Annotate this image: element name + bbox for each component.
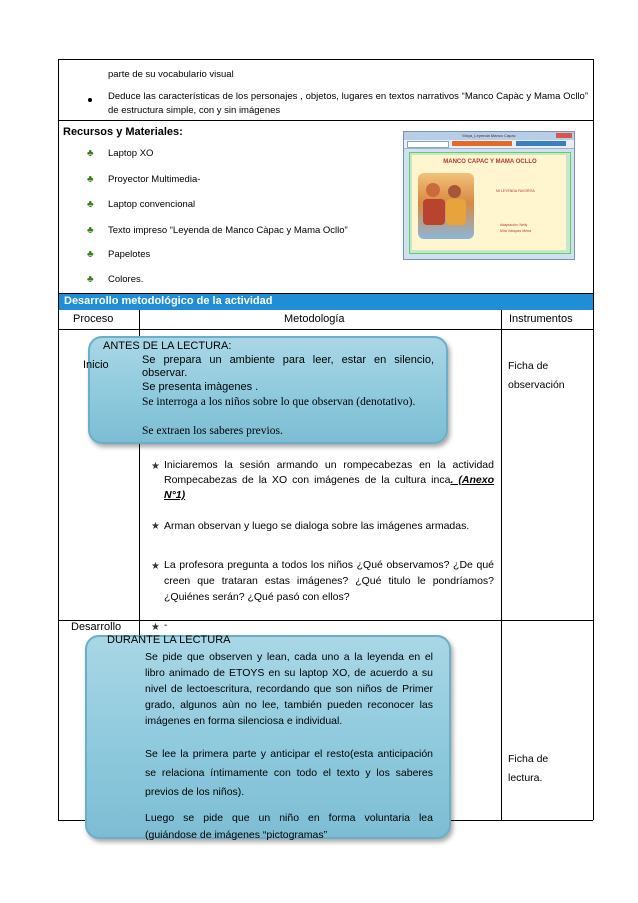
close-icon bbox=[556, 133, 572, 138]
recursos-title: Recursos y Materiales: bbox=[63, 126, 183, 138]
section-header: Desarrollo metodológico de la actividad bbox=[64, 295, 273, 307]
top-bullet-rest: las características de los personajes , objetos, lugares en textos narrativos “Manco Capàc y Mama Ocllo” de estructura simple, con y sin imágenes bbox=[108, 91, 588, 116]
top-bullet-prefix: Deduce bbox=[108, 91, 141, 102]
club-icon: ♣ bbox=[87, 174, 94, 185]
manco-capac-illustration bbox=[418, 173, 474, 239]
anexo-link[interactable]: . (Anexo N°1) bbox=[164, 474, 494, 501]
etoys-window-title: Moya_Leyenda Manco Capac bbox=[404, 132, 574, 140]
recurso-item: Proyector Multimedia- bbox=[108, 174, 201, 185]
club-icon: ♣ bbox=[87, 148, 94, 159]
durante-para1: Se pide que observen y lean, cada uno a la leyenda en el libro animado de ETOYS en su laptop XO, de acuerdo a su nivel de lectoescritura, recordando que son niños de Primer grado, algunos aùn no lee, también pueden reconocer las imágenes en forma silenciosa e individual. bbox=[145, 651, 433, 727]
antes-line2: Se presenta imàgenes . bbox=[142, 381, 259, 393]
club-icon: ♣ bbox=[87, 249, 94, 260]
antes-lectura-title: ANTES DE LA LECTURA: bbox=[103, 340, 232, 352]
toolbar-strip bbox=[452, 141, 512, 146]
col-proceso: Proceso bbox=[73, 313, 114, 325]
desarrollo-instrument: Ficha de lectura. bbox=[508, 753, 549, 784]
slide-credit-1: Adaptación: Nelly bbox=[500, 223, 528, 227]
club-icon: ♣ bbox=[87, 274, 94, 285]
inicio-bullet bbox=[164, 458, 494, 503]
inicio-instrument: Ficha de observación bbox=[508, 360, 565, 391]
durante-para2: Se lee la primera parte y anticipar el resto(esta anticipación se relaciona íntimamente con todo el texto y los saberes previos de los niños). bbox=[145, 748, 433, 798]
inicio-bullet-text: Iniciaremos la sesión armando un rompecabezas en la actividad Rompecabezas de la XO con imágenes de la cultura inca bbox=[164, 459, 494, 486]
antes-line3: Se interroga a los niños sobre lo que observan (denotativo). bbox=[142, 396, 416, 408]
antes-line1: Se prepara un ambiente para leer, estar en silencio, observar. bbox=[142, 354, 434, 379]
etoys-slide bbox=[409, 152, 571, 254]
col-instrumentos: Instrumentos bbox=[509, 313, 573, 325]
desarrollo-label: Desarrollo bbox=[71, 621, 122, 633]
inicio-bullet: Arman observan y luego se dialoga sobre las imágenes armadas. bbox=[164, 520, 470, 532]
durante-para3: Luego se pide que un niño en forma voluntaria lea (guiándose de imágenes “pictogramas” bbox=[145, 812, 433, 841]
inicio-label: Inicio bbox=[83, 359, 109, 371]
section-header-bar bbox=[59, 294, 593, 310]
star-icon: ★ bbox=[151, 561, 160, 572]
star-icon: ★ bbox=[151, 622, 160, 633]
star-icon: ★ bbox=[151, 461, 160, 472]
recurso-item: Texto impreso “Leyenda de Manco Càpac y Mama Ocllo” bbox=[108, 225, 348, 236]
top-bullet bbox=[108, 90, 588, 118]
club-icon: ♣ bbox=[87, 199, 94, 210]
recurso-item: Laptop convencional bbox=[108, 199, 196, 210]
recurso-item: Laptop XO bbox=[108, 148, 154, 159]
club-icon: ♣ bbox=[87, 225, 94, 236]
character-body-icon bbox=[423, 199, 445, 225]
slide-title: MANCO CAPAC Y MAMA OCLLO bbox=[443, 159, 537, 165]
etoys-screenshot bbox=[403, 131, 575, 260]
etoys-toolbar bbox=[404, 140, 574, 149]
toolbar-strip bbox=[516, 141, 566, 146]
star-icon: ★ bbox=[151, 521, 160, 532]
character-head-icon bbox=[448, 185, 461, 198]
top-line1: parte de su vocabulario visual bbox=[108, 69, 234, 80]
character-head-icon bbox=[426, 183, 440, 197]
desarrollo-dash: - bbox=[164, 620, 168, 631]
toolbar-button bbox=[407, 141, 449, 148]
slide-subtitle: MI LEYENDA FAVORITA bbox=[496, 189, 535, 193]
inicio-bullet: La profesora pregunta a todos los niños ¿Qué observamos? ¿De qué creen que trataran estas imágenes? ¿Qué titulo le pondríamos? ¿Quiénes serán? ¿Qué pasó con ellos? bbox=[164, 559, 494, 603]
character-body-icon bbox=[446, 199, 466, 225]
bullet-dot bbox=[88, 98, 92, 102]
col-metodologia: Metodología bbox=[284, 313, 345, 325]
durante-lectura-title: DURANTE LA LECTURA bbox=[107, 634, 231, 646]
slide-credit-2: Mira Vásquez Mena bbox=[500, 229, 532, 233]
antes-line4: Se extraen los saberes previos. bbox=[142, 425, 283, 437]
recurso-item: Papelotes bbox=[108, 249, 151, 260]
recurso-item: Colores. bbox=[108, 274, 144, 285]
